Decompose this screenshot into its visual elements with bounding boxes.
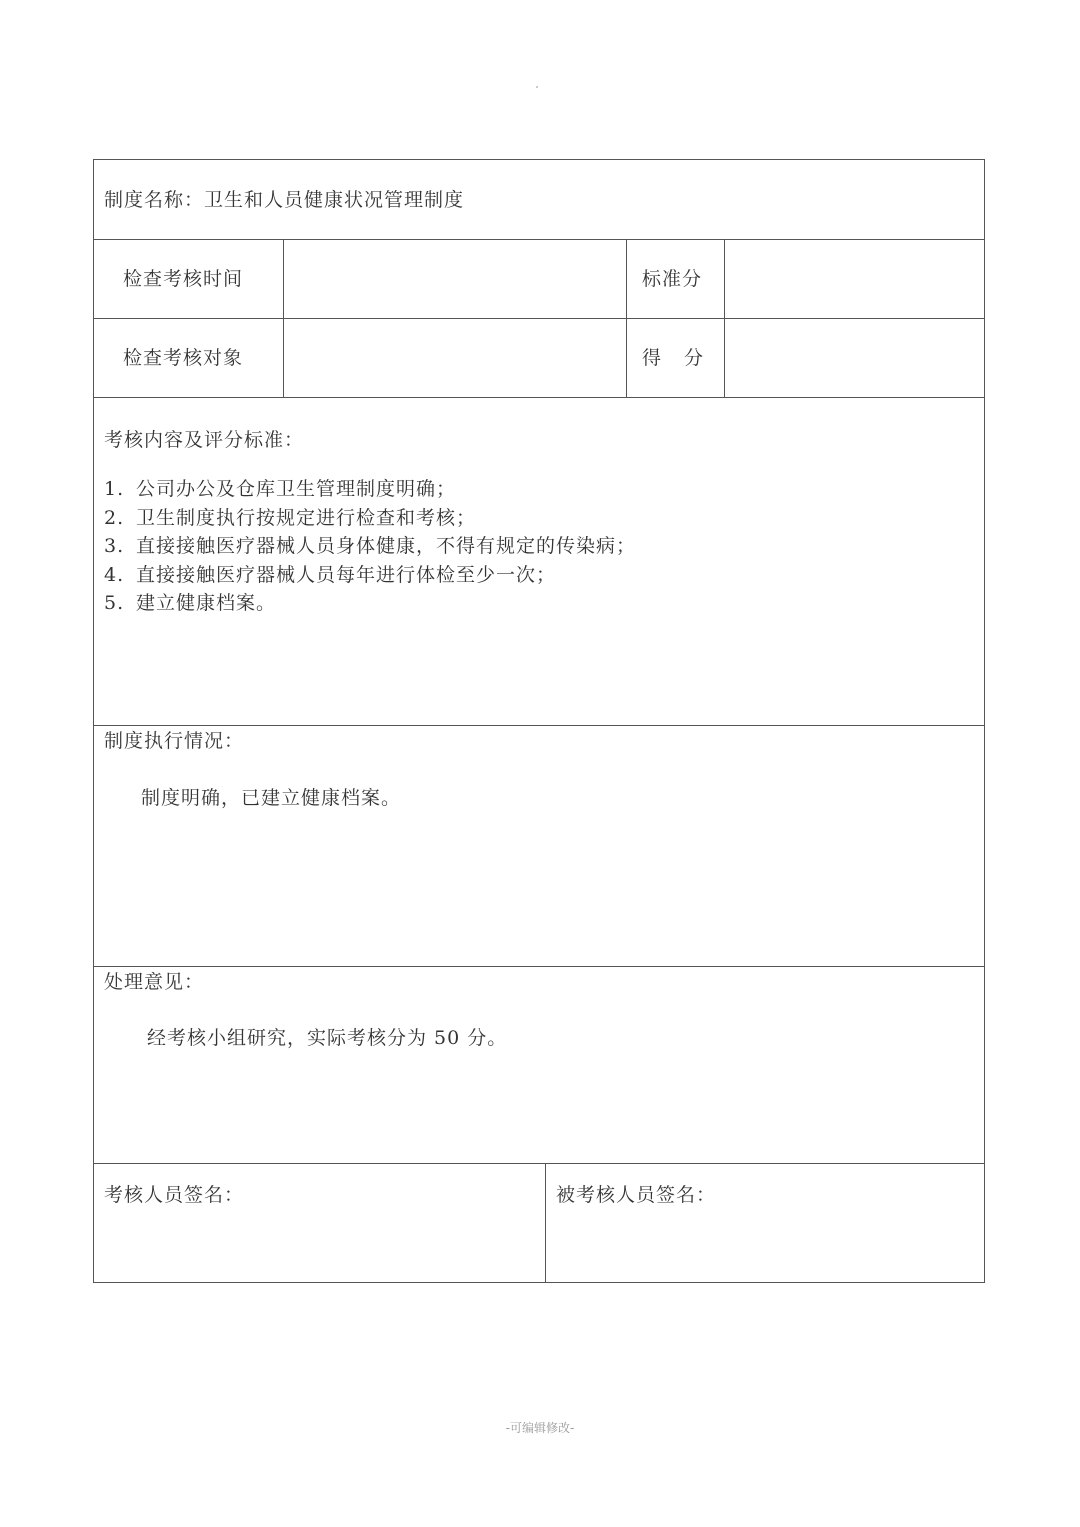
standard-score-label: 标准分 [642,268,703,290]
check-target-label: 检查考核对象 [123,347,244,369]
opinion-title: 处理意见： [104,971,205,993]
row-divider [94,966,984,967]
row-divider [94,725,984,726]
list-item: 4. 直接接触医疗器械人员每年进行体检至少一次； [104,563,557,586]
system-name-label: 制度名称： [104,189,205,211]
assessment-form-table [93,159,985,1283]
row-divider [94,397,984,398]
list-item: 1. 公司办公及仓库卫生管理制度明确； [104,478,457,500]
examiner-sign-label: 考核人员签名： [104,1184,245,1206]
criteria-list [104,475,636,618]
list-item: 5. 建立健康档案。 [104,592,277,614]
column-divider [545,1163,546,1283]
score-label: 得 分 [642,347,706,369]
system-name-value: 卫生和人员健康状况管理制度 [204,189,465,211]
column-divider [283,239,284,397]
examinee-sign-label: 被考核人员签名： [556,1184,717,1206]
opinion-text: 经考核小组研究，实际考核分为 50 分。 [147,1027,508,1049]
system-name-row [104,188,464,212]
row-divider [94,239,984,240]
execution-title: 制度执行情况： [104,730,245,752]
criteria-title: 考核内容及评分标准： [104,429,305,451]
column-divider [626,239,627,397]
list-item: 3. 直接接触医疗器械人员身体健康，不得有规定的传染病； [104,535,637,557]
check-time-label: 检查考核时间 [123,268,244,290]
row-divider [94,1163,984,1164]
page-speck [536,86,538,88]
list-item: 2. 卫生制度执行按规定进行检查和考核； [104,506,477,529]
page-footer: -可编辑修改- [505,1421,575,1435]
row-divider [94,318,984,319]
column-divider [724,239,725,397]
execution-text: 制度明确，已建立健康档案。 [141,787,402,809]
